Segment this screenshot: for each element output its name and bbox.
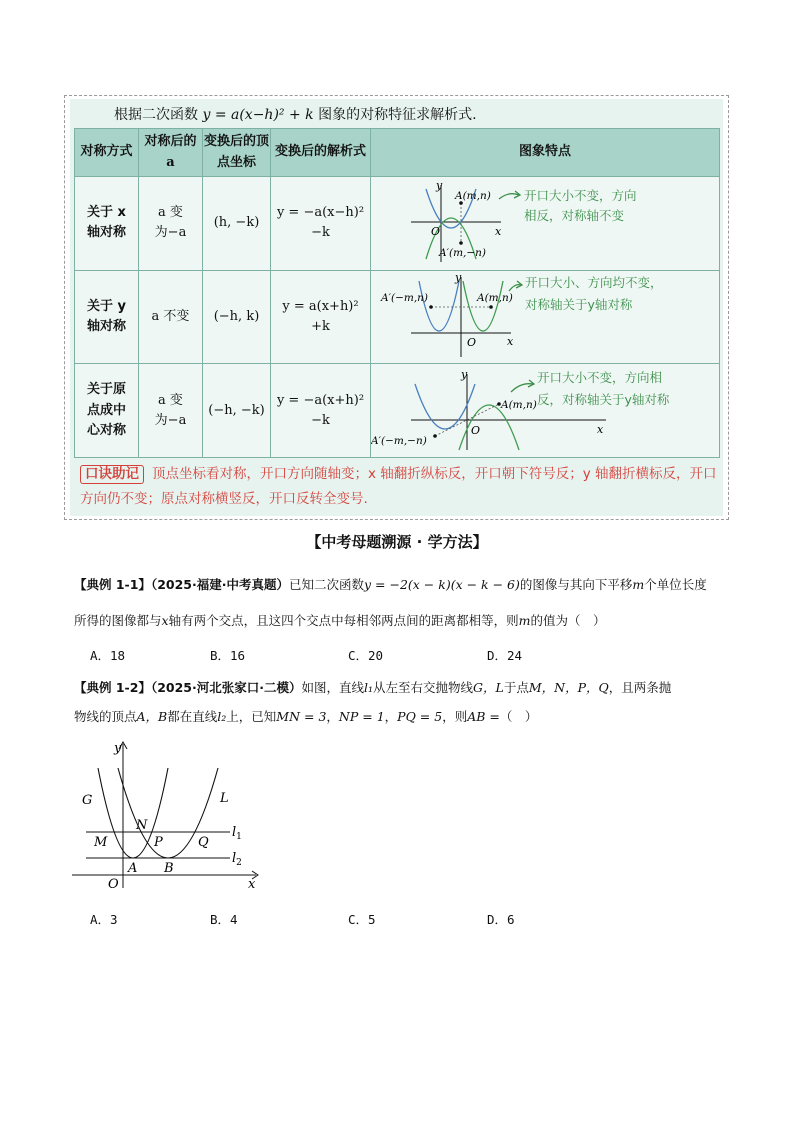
- q1-text: 轴有两个交点，且这四个交点中每相邻两点间的距离都相等，则: [168, 613, 519, 628]
- graph-y-axis-symmetry: [371, 271, 720, 361]
- note-arrow: [509, 284, 521, 290]
- mnemonic-text: 顶点坐标看对称，开口方向随轴变；x 轴翻折纵标反，开口朝下符号反；y 轴翻折横标反，开口方向仍不变；原点对称横竖反，开口反转全变号.: [80, 466, 717, 507]
- q2-text: 如图，直线: [301, 680, 364, 695]
- label-y: y: [114, 741, 122, 756]
- label-G: G: [82, 793, 93, 808]
- q1-source: （2025·福建·中考真题）: [150, 577, 289, 592]
- label-x: x: [507, 334, 514, 348]
- label-l2: [232, 851, 242, 868]
- graph-cell: [371, 364, 720, 458]
- q2-tag: 【典例 1-2】: [74, 680, 151, 695]
- note-line-1: 开口大小、方向均不变，: [525, 274, 663, 290]
- note-line-1: 开口大小不变，方向相: [537, 370, 663, 386]
- label-Q: Q: [198, 835, 209, 850]
- label-A: A(m,n): [501, 399, 537, 412]
- point-A-prime: [433, 435, 437, 439]
- q1-option-a[interactable]: A．18: [90, 648, 126, 663]
- vertex-cell: (−h, k): [203, 270, 271, 364]
- q1-text: 所得的图像都与: [74, 613, 162, 628]
- q1-line-2: [74, 611, 605, 629]
- label-x: x: [495, 225, 502, 238]
- symmetry-table: [74, 128, 720, 458]
- note-arrow: [511, 384, 533, 392]
- header-a: 对称后的 a: [139, 129, 203, 177]
- q2-l1: l₁: [364, 680, 374, 695]
- q2-text: 上，已知: [226, 709, 277, 724]
- header-expression: 变换后的解析式: [271, 129, 371, 177]
- summary-intro: [114, 104, 477, 124]
- note-line-1: 开口大小不变，方向: [524, 188, 637, 203]
- note-line-2: 反，对称轴关于y轴对称: [537, 392, 670, 408]
- mnemonic-block: [80, 462, 720, 512]
- point-A-prime: [459, 241, 463, 245]
- graph-cell: [371, 177, 720, 271]
- label-y: y: [436, 179, 443, 192]
- q1-tag: 【典例 1-1】: [74, 577, 151, 592]
- label-o: O: [471, 424, 481, 438]
- label-o: O: [467, 335, 477, 349]
- q2-option-c[interactable]: C．5: [348, 912, 376, 927]
- label-O: O: [108, 877, 119, 892]
- label-A: A(m,n): [477, 291, 513, 304]
- parabola-right: [463, 281, 503, 331]
- q1-var-m: m: [518, 613, 531, 628]
- table-row: [75, 270, 720, 364]
- mode-cell: 关于 x 轴对称: [75, 177, 139, 271]
- q2-ab: AB =: [467, 709, 500, 724]
- note-line-2: 对称轴关于y轴对称: [525, 296, 633, 312]
- q2-text: 都在直线: [167, 709, 218, 724]
- intro-prefix: 根据二次函数: [114, 107, 203, 123]
- q2-option-a[interactable]: A．3: [90, 912, 118, 927]
- q1-var-x: x: [161, 613, 169, 628]
- label-A-prime: A′(−m,−n): [371, 435, 427, 448]
- a-cell: a 变 为−a: [139, 177, 203, 271]
- q2-line-2: 物线的顶点A，B都在直线l₂上，已知MN = 3，NP = 1，PQ = 5，则AB =（ ）: [74, 709, 538, 724]
- q2-source: （2025·河北张家口·二模）: [150, 680, 302, 695]
- intro-formula: y = a(x−h)² + k: [202, 107, 314, 123]
- table-row: [75, 364, 720, 458]
- header-vertex: 变换后的顶点坐标: [203, 129, 271, 177]
- q2-figure-svg: [68, 738, 268, 898]
- q1-line-1: [74, 575, 707, 593]
- q2-text: ，则: [442, 709, 468, 724]
- q2-text: 于点: [503, 680, 529, 695]
- q2-mn: MN = 3: [276, 709, 327, 724]
- point-A: [489, 305, 493, 309]
- q2-line-1: [74, 678, 671, 696]
- label-M: M: [94, 835, 108, 850]
- label-y: y: [455, 270, 462, 284]
- q1-formula: y = −2(x − k)(x − k − 6): [364, 577, 520, 592]
- graph-origin-symmetry: [371, 364, 720, 454]
- label-A: A(m,n): [455, 190, 491, 202]
- vertex-cell: (−h, −k): [203, 364, 271, 458]
- label-P: P: [154, 835, 163, 850]
- mode-cell: 关于原 点成中 心对称: [75, 364, 139, 458]
- q2-text: ，且两条抛: [608, 680, 672, 695]
- note-line-2: 相反，对称轴不变: [524, 208, 625, 223]
- a-cell: a 变 为−a: [139, 364, 203, 458]
- q2-curves: G，L: [473, 680, 504, 695]
- q2-vertices: A，B: [136, 709, 168, 724]
- mnemonic-tag: 口诀助记: [80, 465, 144, 484]
- label-o: O: [431, 225, 441, 238]
- parabola-original: [415, 384, 475, 429]
- a-cell: a 不变: [139, 270, 203, 364]
- q2-figure: [68, 738, 268, 898]
- label-l2-text: l: [232, 851, 237, 866]
- label-B: B: [164, 861, 174, 876]
- q1-var-m: m: [632, 577, 645, 592]
- q1-option-d[interactable]: D．24: [487, 648, 523, 663]
- expression-cell: y = a(x+h)² +k: [271, 270, 371, 364]
- q2-pq: PQ = 5: [397, 709, 443, 724]
- q2-np: NP = 1: [338, 709, 385, 724]
- label-x: x: [248, 877, 256, 892]
- q2-text: 从左至右交抛物线: [373, 680, 474, 695]
- q2-text: （ ）: [499, 709, 538, 724]
- q1-option-b[interactable]: B．16: [210, 648, 246, 663]
- label-y: y: [461, 368, 468, 382]
- point-A-prime: [429, 305, 433, 309]
- header-mode: 对称方式: [75, 129, 139, 177]
- label-A: A: [128, 861, 138, 876]
- label-l1: [232, 825, 242, 842]
- parabola-left: [419, 281, 459, 331]
- q2-option-d[interactable]: D．6: [487, 912, 515, 927]
- header-graph: 图象特点: [371, 129, 720, 177]
- q2-l2: l₂: [217, 709, 227, 724]
- graph-cell: [371, 270, 720, 364]
- label-A-prime: A′(m,−n): [439, 247, 487, 259]
- expression-cell: y = −a(x+h)² −k: [271, 364, 371, 458]
- intro-suffix: 图象的对称特征求解析式.: [313, 107, 477, 123]
- vertex-cell: (h, −k): [203, 177, 271, 271]
- table-row: [75, 177, 720, 271]
- q2-points: M，N，P，Q: [528, 680, 609, 695]
- section-title: 【中考母题溯源 · 学方法】: [306, 533, 488, 551]
- label-A-prime: A′(−m,n): [381, 291, 429, 304]
- expression-cell: y = −a(x−h)² −k: [271, 177, 371, 271]
- q1-text: 已知二次函数: [288, 577, 364, 592]
- table-header-row: [75, 129, 720, 177]
- label-x: x: [597, 423, 604, 437]
- label-l2-sub: 2: [236, 858, 242, 868]
- q1-text: 的值为（ ）: [530, 613, 606, 628]
- parabola-rotated: [459, 405, 519, 450]
- q2-option-b[interactable]: B．4: [210, 912, 238, 927]
- q1-text: 的图像与其向下平移: [519, 577, 633, 592]
- graph-x-axis-symmetry: [371, 177, 720, 267]
- label-l1-text: l: [232, 825, 237, 840]
- label-L: L: [220, 791, 229, 806]
- q1-text: 个单位长度: [644, 577, 707, 592]
- label-N: N: [136, 818, 148, 833]
- label-l1-sub: 1: [236, 832, 242, 842]
- q2-text: 物线的顶点: [74, 709, 137, 724]
- mode-cell: 关于 y 轴对称: [75, 270, 139, 364]
- q1-option-c[interactable]: C．20: [348, 648, 384, 663]
